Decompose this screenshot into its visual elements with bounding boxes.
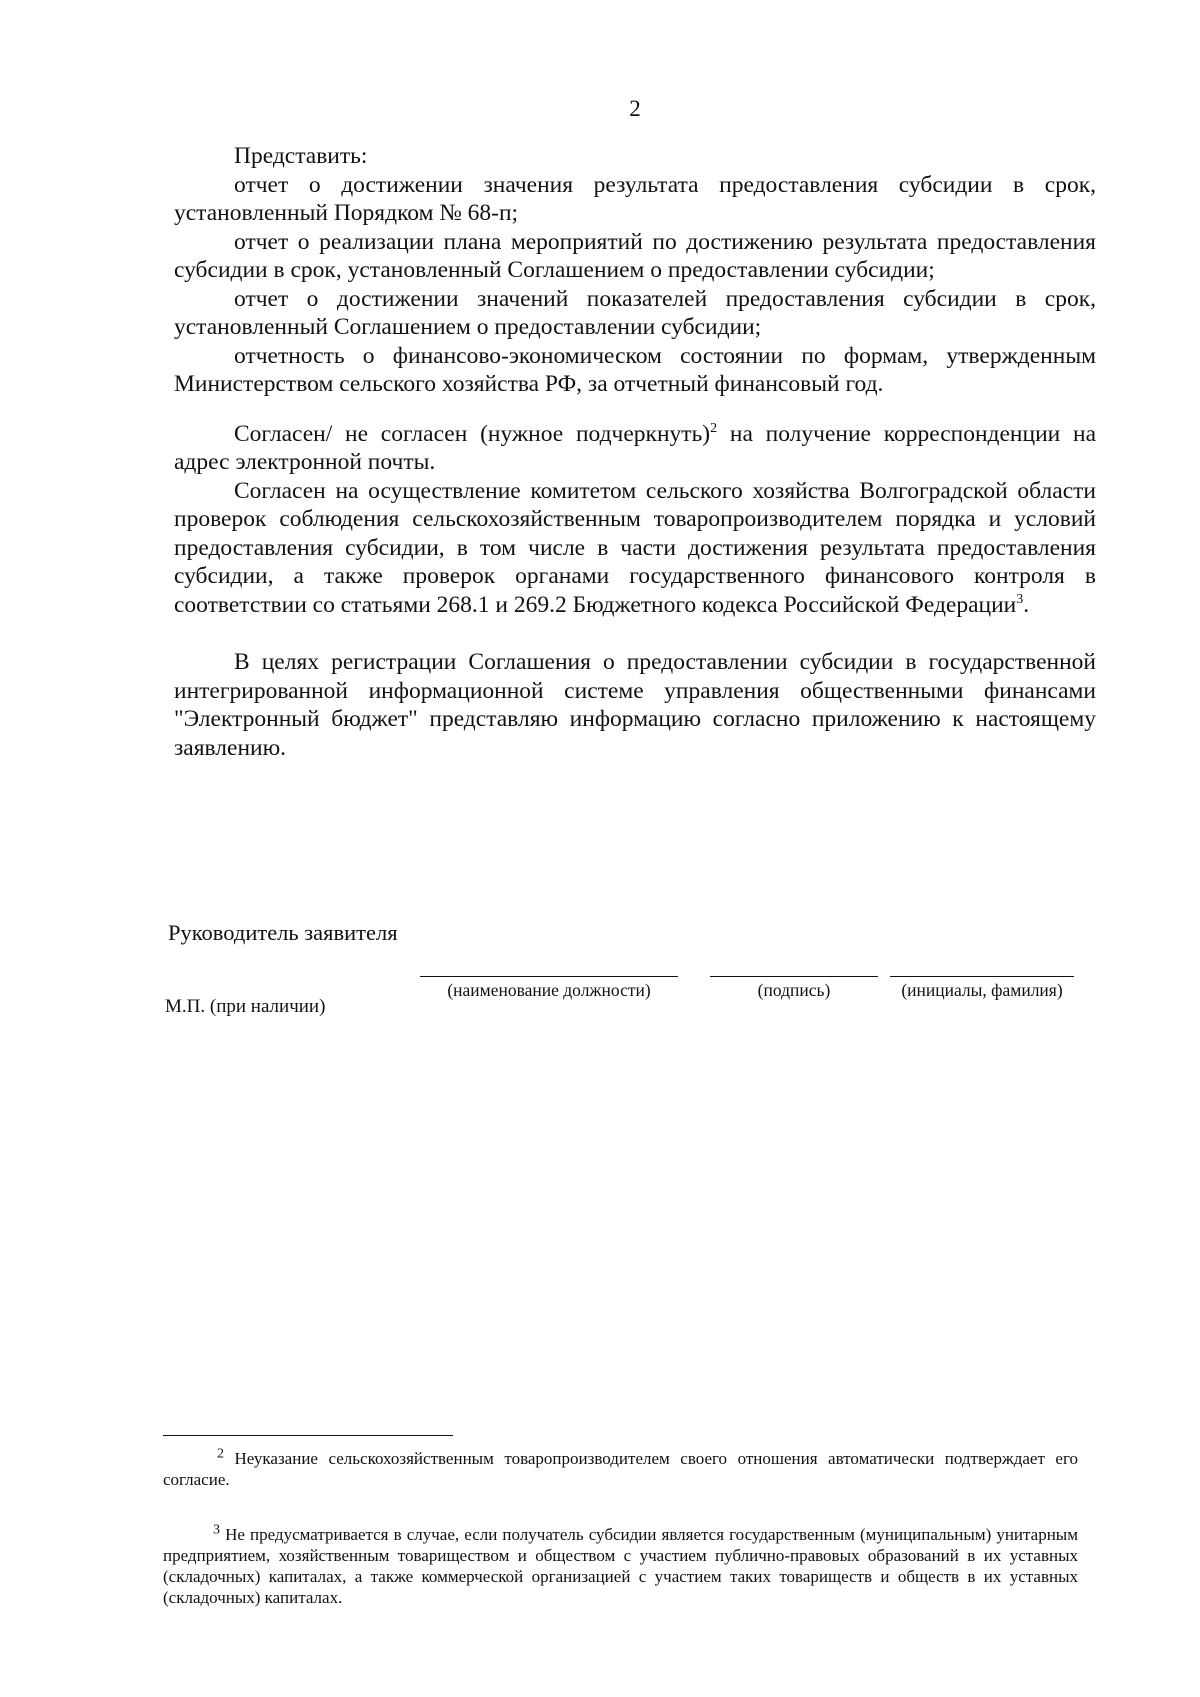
footnote-ref-2: 2 [710, 420, 718, 436]
document-body [174, 142, 1096, 762]
consent-checks-text: Согласен на осуществление комитетом сельского хозяйства Волгоградской области проверок соблюдения сельскохозяйственным товаропроизводителем порядка и условий предоставления субсидии, в том числе в части достижения результата предоставления субсидии, а также проверок органами государственного финансового контроля в соответствии со статьями 268.1 и 269.2 Бюджетного кодекса Российской Федерации [174, 477, 1096, 618]
paragraph-consent-checks [174, 477, 1096, 620]
head-label: Руководитель заявителя [168, 920, 398, 945]
paragraph-report-plan: отчет о реализации плана мероприятий по достижению результата предоставления субсидии в срок, установленный Соглашением о предоставлении субсидии; [174, 228, 1096, 283]
footnote-ref-3: 3 [1016, 591, 1024, 607]
footnote-mark-3: 3 [213, 1522, 220, 1538]
position-label: (наименование должности) [447, 980, 651, 1000]
signature-line [710, 976, 878, 977]
consent-checks-end: . [1023, 591, 1030, 618]
consent-email-text: Согласен/ не согласен (нужное подчеркнуть) [234, 420, 711, 447]
name-label: (инициалы, фамилия) [901, 980, 1063, 1000]
paragraph-consent-email [174, 420, 1096, 477]
page-number: 2 [629, 96, 641, 121]
paragraph-registration: В целях регистрации Соглашения о предоставлении субсидии в государственной интегрированной информационной системе управления общественными финансами "Электронный бюджет" представляю информацию согласно приложению к настоящему заявлению. [174, 649, 1096, 761]
footnote-3-text: Не предусматривается в случае, если получатель субсидии является государственным (муниципальным) унитарным предприятием, хозяйственным товариществом и обществом с участием публично-правовых образований в их уставных (складочных) капиталах, а также коммерческой организацией с участием таких товариществ и обществ в их уставных (складочных) капиталах. [163, 1525, 1078, 1607]
footnote-separator [163, 1435, 453, 1436]
stamp-label: М.П. (при наличии) [165, 996, 326, 1017]
position-line [420, 976, 678, 977]
name-line [890, 976, 1074, 977]
footnote-2 [163, 1448, 1078, 1490]
paragraph-submit-heading: Представить: [234, 143, 368, 169]
footnote-mark-2: 2 [217, 1446, 224, 1462]
footnote-3 [163, 1524, 1078, 1608]
signature-label: (подпись) [757, 980, 831, 1000]
paragraph-report-indicators: отчет о достижении значений показателей предоставления субсидии в срок, установленный Соглашением о предоставлении субсидии; [174, 285, 1096, 340]
consent-email-text-end: на получение корреспонденции на адрес электронной почты. [174, 420, 1096, 475]
footnote-2-text: Неуказание сельскохозяйственным товаропроизводителем своего отношения автоматически подтверждает его согласие. [163, 1449, 1078, 1489]
signature-position-field [420, 976, 678, 1001]
signature-name-field [890, 976, 1074, 1001]
paragraph-report-result: отчет о достижении значения результата предоставления субсидии в срок, установленный Порядком № 68-п; [174, 171, 1096, 226]
signature-sign-field [710, 976, 878, 1001]
paragraph-financial-reporting: отчетность о финансово-экономическом состоянии по формам, утвержденным Министерством сельского хозяйства РФ, за отчетный финансовый год. [174, 342, 1096, 397]
